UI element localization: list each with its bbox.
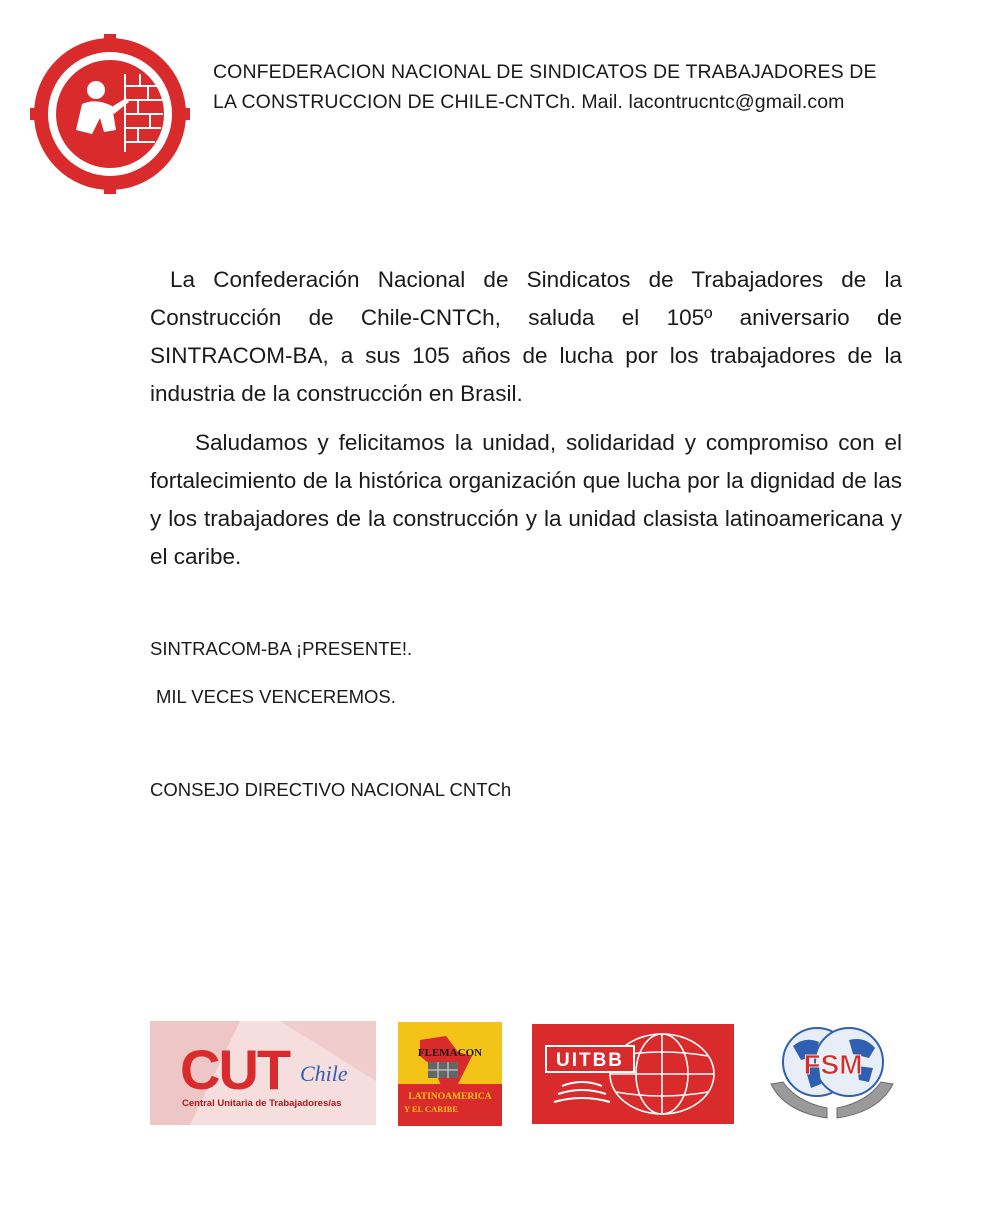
- signature: CONSEJO DIRECTIVO NACIONAL CNTCh: [150, 779, 512, 800]
- paragraph-1: La Confederación Nacional de Sindicatos de Trabajadores de la Construcción de Chile-CNTCh, saluda el 105º aniversario de SINTRACOM-BA, a sus 105 años de lucha por los trabajadores de la industria de la construcción en Brasil.: [150, 267, 902, 406]
- flemacon-sub-2: Y EL CARIBE: [404, 1104, 459, 1114]
- saw-gear-icon: [30, 34, 190, 194]
- cut-subtitle: Central Unitaria de Trabajadores/as: [182, 1098, 342, 1109]
- fsm-text: FSM: [803, 1049, 863, 1080]
- uitbb-logo: [532, 1024, 734, 1124]
- cut-chile-logo: [150, 1021, 376, 1125]
- fsm-logo: [765, 1022, 899, 1126]
- closing-line-2: MIL VECES VENCEREMOS.: [156, 686, 396, 707]
- paragraph-2: Saludamos y felicitamos la unidad, solidaridad y compromiso con el fortalecimiento de la histórica organización que lucha por la dignidad de las y los trabajadores de la construcción y la unidad clasista latinoamericana y el caribe.: [150, 430, 902, 569]
- cut-text: CUT: [180, 1038, 290, 1101]
- flemacon-logo: [398, 1022, 502, 1126]
- flemacon-text: FLEMACON: [417, 1047, 483, 1059]
- closing-line-1: SINTRACOM-BA ¡PRESENTE!.: [150, 638, 413, 659]
- header-line-1: CONFEDERACION NACIONAL DE SINDICATOS DE TRABAJADORES DE: [213, 61, 877, 83]
- uitbb-text: UITBB: [555, 1050, 625, 1071]
- flemacon-sub-1: LATINOAMERICA: [408, 1092, 492, 1102]
- header-line-2: LA CONSTRUCCION DE CHILE-CNTCh. Mail. lacontrucntc@gmail.com: [213, 91, 845, 113]
- cntch-logo: [30, 34, 190, 194]
- header-text: [213, 57, 877, 117]
- chile-text: Chile: [300, 1061, 348, 1086]
